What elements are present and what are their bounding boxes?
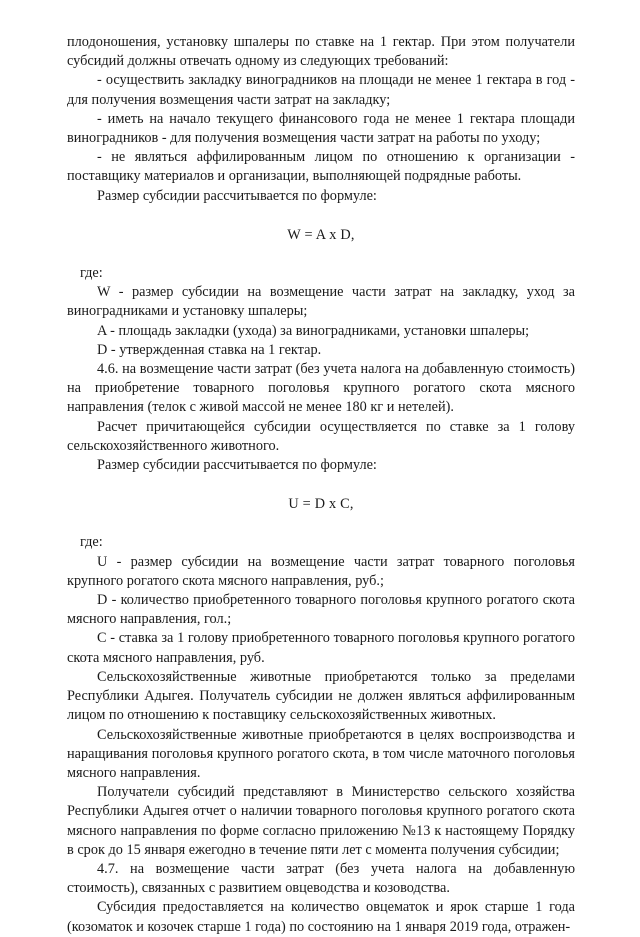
paragraph: Получатели субсидий представляют в Министерство сельского хозяйства Республики Адыгея отчет о наличии товарного поголовья крупного рогатого скота мясного направления по форме согласно приложению №13 к настоящему Порядку в срок до 15 января ежегодно в течение пяти лет с момента получения субсидии; xyxy=(67,784,575,858)
requirement-item: - не являться аффилированным лицом по отношению к организации - поставщику материалов и организации, выполняющей подрядные работы. xyxy=(67,149,575,185)
paragraph: Субсидия предоставляется на количество овцематок и ярок старше 1 года (козоматок и козочек старше 1 года) по состоянию на 1 января 2019 года, отражен- xyxy=(67,899,575,935)
where-label: где: xyxy=(80,534,103,551)
paragraph: Размер субсидии рассчитывается по формуле: xyxy=(97,457,377,474)
paragraph: Сельскохозяйственные животные приобретаются только за пределами Республики Адыгея. Получатель субсидии не должен являться аффилированным лицом по отношению к поставщику сельскохозяйственных животных. xyxy=(67,668,575,724)
formula-w: W = A x D, xyxy=(287,226,355,243)
section-4-6: 4.6. на возмещение части затрат (без учета налога на добавленную стоимость) на приобретение товарного поголовья крупного рогатого скота мясного направления (телок с живой массой не менее 180 кг и нетелей). xyxy=(67,361,575,416)
formula-u: U = D x C, xyxy=(288,496,354,513)
where-label: где: xyxy=(80,265,103,282)
paragraph: Сельскохозяйственные животные приобретаются в целях воспроизводства и наращивания поголовья крупного рогатого скота, в том числе маточного поголовья мясного направления. xyxy=(67,726,575,781)
paragraph: плодоношения, установку шпалеры по ставке на 1 гектар. При этом получатели субсидий должны отвечать одному из следующих требований: xyxy=(67,34,575,70)
document-body xyxy=(67,33,575,937)
paragraph: Размер субсидии рассчитывается по формуле: xyxy=(97,187,377,204)
requirement-item: - осуществить закладку виноградников на площади не менее 1 гектара в год - для получения возмещения части затрат на закладку; xyxy=(67,72,575,108)
definition-item: D - утвержденная ставка на 1 гектар. xyxy=(97,341,322,358)
paragraph: Расчет причитающейся субсидии осуществляется по ставке за 1 голову сельскохозяйственного животного. xyxy=(67,418,575,454)
section-4-7: 4.7. на возмещение части затрат (без учета налога на добавленную стоимость), связанных с развитием овцеводства и козоводства. xyxy=(67,860,575,897)
definition-item: W - размер субсидии на возмещение части затрат на закладку, уход за виноградниками и установку шпалеры; xyxy=(67,284,575,320)
definition-item: A - площадь закладки (ухода) за виноградниками, установки шпалеры; xyxy=(97,322,530,339)
requirement-item: - иметь на начало текущего финансового года не менее 1 гектара площади виноградников - для получения возмещения части затрат на работы по уходу; xyxy=(67,110,575,147)
definition-item: C - ставка за 1 голову приобретенного товарного поголовья крупного рогатого скота мясного направления, руб. xyxy=(67,630,575,666)
definition-item: D - количество приобретенного товарного поголовья крупного рогатого скота мясного направления, гол.; xyxy=(67,592,575,628)
definition-item: U - размер субсидии на возмещение части затрат товарного поголовья крупного рогатого скота мясного направления, руб.; xyxy=(67,553,575,589)
